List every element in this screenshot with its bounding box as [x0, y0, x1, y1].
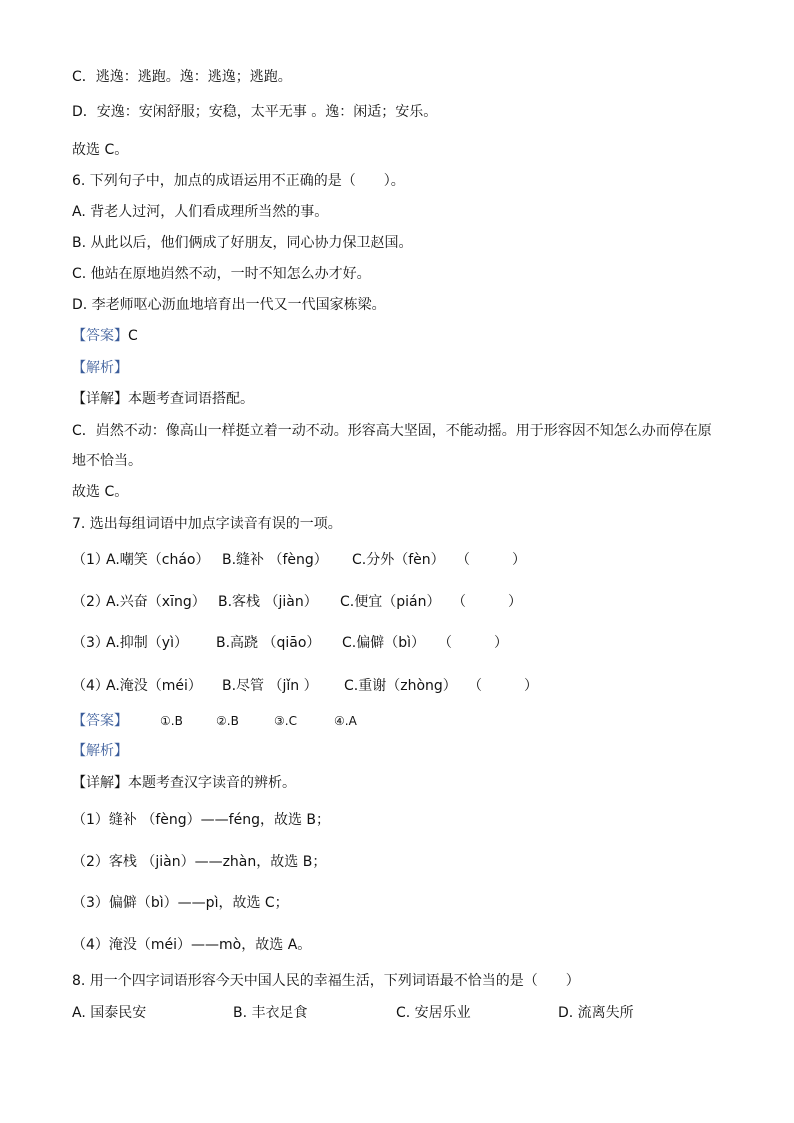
group-3-option-c: C.偏僻（bì） — [342, 635, 426, 651]
group-2-option-a: A.兴奋（xīng） — [106, 594, 206, 610]
detail-tag: 【详解】 — [72, 391, 128, 407]
question-6-option-b: B. 从此以后，他们俩成了好朋友，同心协力保卫赵国。 — [72, 235, 413, 251]
conclusion: 故选 C。 — [72, 142, 129, 158]
question-7-explanation-1: （1）缝补 （fèng）——féng，故选 B； — [72, 812, 331, 828]
question-7-detail — [72, 773, 296, 793]
question-7-answer-1: ①.B — [160, 714, 183, 728]
question-7-stem: 7. 选出每组词语中加点字读音有误的一项。 — [72, 516, 342, 532]
answer-tag: 【答案】 — [72, 328, 128, 344]
group-4-option-a: A.淹没（méi） — [106, 678, 202, 694]
question-6-detail — [72, 389, 254, 409]
question-8-option-b: B. 丰衣足食 — [233, 1005, 308, 1021]
question-7-answer-4: ④.A — [334, 714, 357, 728]
group-3-option-a: A.抑制（yì） — [106, 635, 188, 651]
question-6-option-d: D. 李老师呕心沥血地培育出一代又一代国家栋梁。 — [72, 297, 386, 313]
question-6-option-a: A. 背老人过河，人们看成理所当然的事。 — [72, 204, 329, 220]
detail-tag: 【详解】 — [72, 775, 128, 791]
question-8-option-a: A. 国泰民安 — [72, 1005, 147, 1021]
explanation-line-d: D．安逸：安闲舒服；安稳，太平无事 。逸：闲适；安乐。 — [72, 104, 438, 120]
group-3-blank: （ ） — [438, 635, 508, 651]
explanation-line-c: C．逃逸：逃跑。逸：逃逸；逃跑。 — [72, 69, 292, 85]
answer-value: C — [128, 328, 138, 344]
question-7-answer-2: ②.B — [216, 714, 239, 728]
group-4-option-c: C.重谢（zhòng） — [344, 678, 457, 694]
question-6-stem: 6. 下列句子中，加点的成语运用不正确的是（ ）。 — [72, 173, 405, 189]
group-3-option-b: B.高跷 （qiāo） — [216, 635, 321, 651]
question-6-option-c: C. 他站在原地岿然不动，一时不知怎么办才好。 — [72, 266, 371, 282]
question-8-option-c: C. 安居乐业 — [396, 1005, 471, 1021]
group-2-blank: （ ） — [452, 594, 522, 610]
question-7-analysis-tag: 【解析】 — [72, 743, 128, 759]
question-7-answer-3: ③.C — [274, 714, 297, 728]
group-1-blank: （ ） — [456, 552, 526, 568]
group-1-option-c: C.分外（fèn） — [352, 552, 445, 568]
question-7-explanation-3: （3）偏僻（bì）——pì，故选 C； — [72, 895, 289, 911]
question-6-explanation: C．岿然不动：像高山一样挺立着一动不动。形容高大坚固，不能动摇。用于形容因不知怎么办而停在原地不恰当。 — [72, 423, 712, 469]
question-8-option-d: D. 流离失所 — [558, 1005, 634, 1021]
group-1-option-b: B.缝补 （fèng） — [222, 552, 328, 568]
detail-text: 本题考查汉字读音的辨析。 — [128, 775, 296, 791]
group-2-number: （2） — [72, 594, 109, 610]
group-2-option-c: C.便宜（pián） — [340, 594, 441, 610]
group-4-option-b: B.尽管 （jǐn ） — [222, 678, 318, 694]
group-1-number: （1） — [72, 552, 109, 568]
question-6-answer — [72, 326, 138, 346]
group-1-option-a: A.嘲笑（cháo） — [106, 552, 210, 568]
question-7-explanation-2: （2）客栈 （jiàn）——zhàn，故选 B； — [72, 854, 327, 870]
group-4-number: （4） — [72, 678, 109, 694]
question-7-explanation-4: （4）淹没（méi）——mò，故选 A。 — [72, 937, 312, 953]
group-4-blank: （ ） — [468, 678, 538, 694]
question-6-conclusion: 故选 C。 — [72, 484, 129, 500]
question-8-stem: 8. 用一个四字词语形容今天中国人民的幸福生活，下列词语最不恰当的是（ ） — [72, 973, 580, 989]
question-7-answer-tag: 【答案】 — [72, 713, 128, 729]
question-6-analysis-tag: 【解析】 — [72, 360, 128, 376]
group-3-number: （3） — [72, 635, 109, 651]
group-2-option-b: B.客栈 （jiàn） — [218, 594, 318, 610]
detail-text: 本题考查词语搭配。 — [128, 391, 254, 407]
